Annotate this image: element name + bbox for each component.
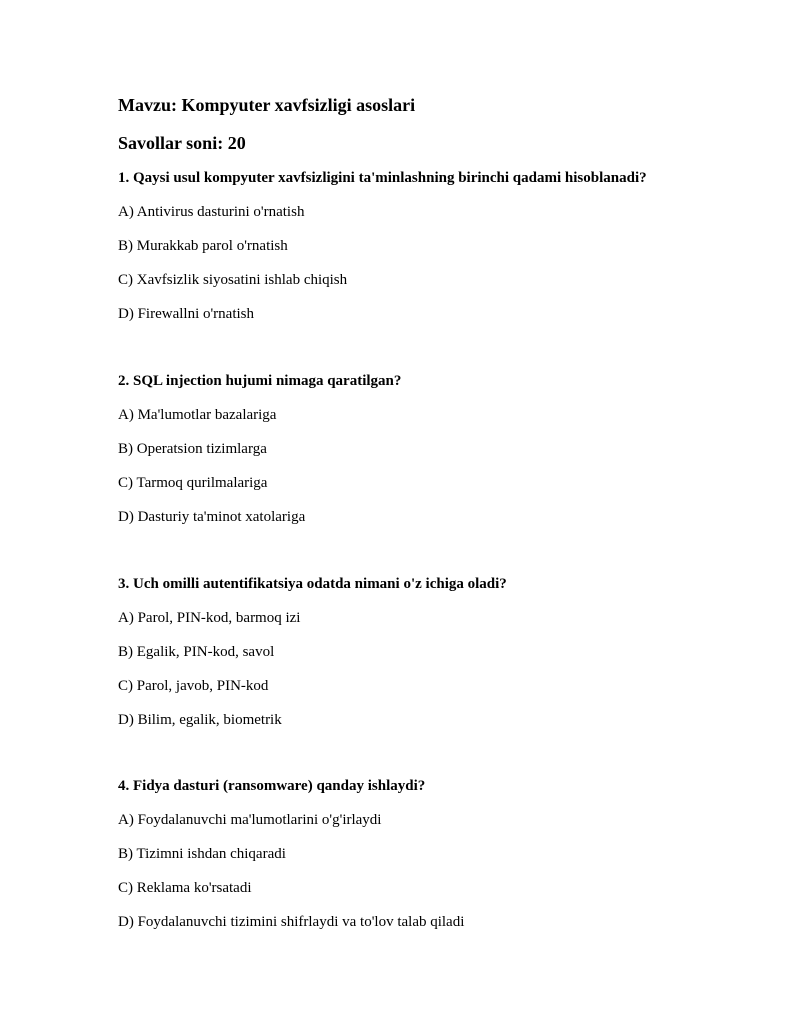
answer-option-b: B) Murakkab parol o'rnatish [118, 238, 288, 254]
question-title: 3. Uch omilli autentifikatsiya odatda nimani o'z ichiga oladi? [118, 576, 507, 592]
answer-option-c: C) Xavfsizlik siyosatini ishlab chiqish [118, 272, 348, 288]
question-title: 1. Qaysi usul kompyuter xavfsizligini ta'minlashning birinchi qadami hisoblanadi? [118, 170, 647, 186]
answer-option-b: B) Tizimni ishdan chiqaradi [118, 846, 286, 862]
question-title: 4. Fidya dasturi (ransomware) qanday ishlaydi? [118, 778, 426, 794]
question-title: 2. SQL injection hujumi nimaga qaratilgan? [118, 373, 402, 389]
question-2 [118, 372, 758, 525]
answer-option-d: D) Foydalanuvchi tizimini shifrlaydi va to'lov talab qiladi [118, 914, 465, 930]
answer-option-a: A) Antivirus dasturini o'rnatish [118, 204, 305, 220]
answer-option-b: B) Operatsion tizimlarga [118, 441, 267, 457]
question-4 [118, 777, 758, 930]
question-3 [118, 575, 758, 728]
question-count: Savollar soni: 20 [118, 133, 246, 153]
answer-option-a: A) Ma'lumotlar bazalariga [118, 407, 277, 423]
answer-option-a: A) Foydalanuvchi ma'lumotlarini o'g'irlaydi [118, 812, 382, 828]
answer-option-b: B) Egalik, PIN-kod, savol [118, 644, 275, 660]
answer-option-c: C) Tarmoq qurilmalariga [118, 475, 268, 491]
question-1 [118, 169, 758, 322]
answer-option-d: D) Bilim, egalik, biometrik [118, 712, 282, 728]
answer-option-d: D) Dasturiy ta'minot xatolariga [118, 509, 306, 525]
document-topic: Mavzu: Kompyuter xavfsizligi asoslari [118, 95, 416, 115]
answer-option-c: C) Reklama ko'rsatadi [118, 880, 252, 896]
answer-option-d: D) Firewallni o'rnatish [118, 306, 255, 322]
answer-option-c: C) Parol, javob, PIN-kod [118, 678, 269, 694]
answer-option-a: A) Parol, PIN-kod, barmoq izi [118, 610, 301, 626]
